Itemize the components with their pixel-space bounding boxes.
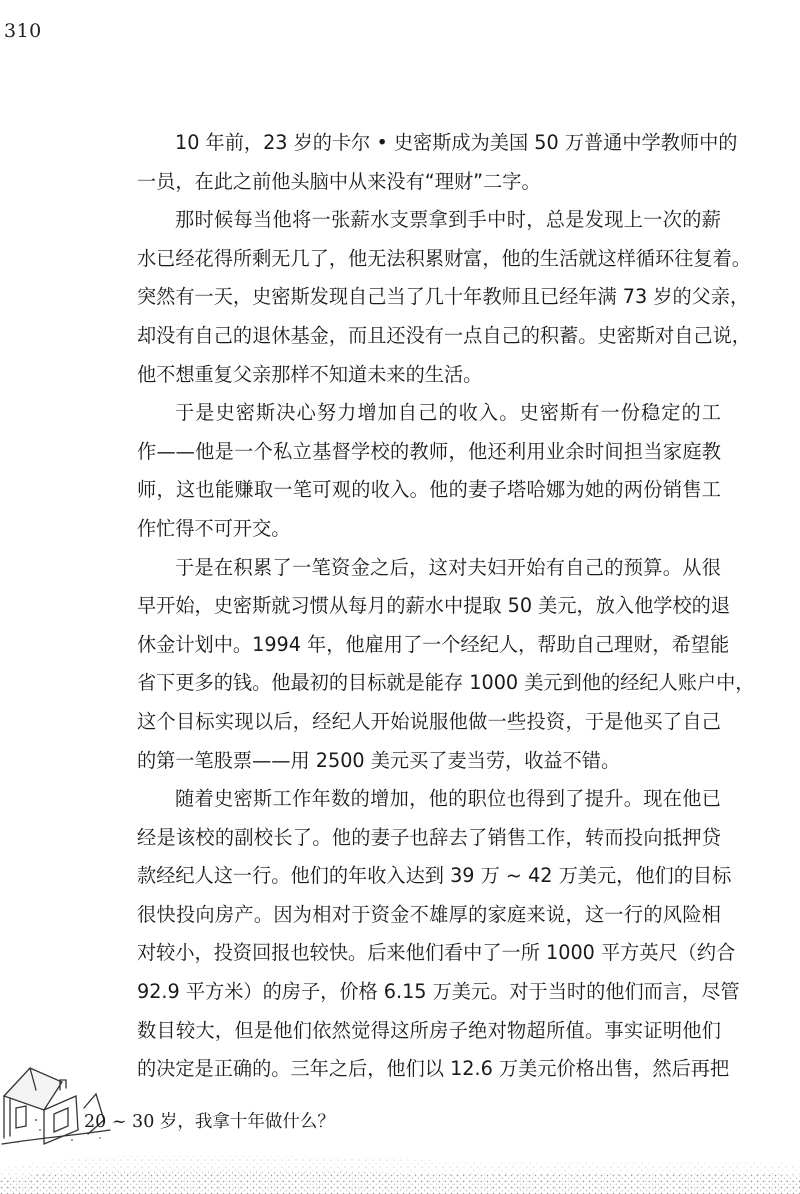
text-line: 他不想重复父亲那样不知道未来的生活。 [137, 362, 483, 386]
paragraph [137, 201, 751, 394]
text-line: 92.9 平方米）的房子，价格 6.15 万美元。对于当时的他们而言，尽管 [137, 980, 740, 1004]
text-line: 很快投向房产。因为相对于资金不雄厚的家庭来说，这一行的风险相 [137, 902, 721, 926]
text-line: 休金计划中。1994 年，他雇用了一个经纪人，帮助自己理财，希望能 [137, 632, 730, 656]
text-line: 师，这也能赚取一笔可观的收入。他的妻子塔哈娜为她的两份销售工 [137, 478, 721, 502]
text-line: 的第一笔股票——用 2500 美元买了麦当劳，收益不错。 [137, 748, 621, 772]
paragraph [137, 124, 738, 201]
page-number: 310 [4, 20, 42, 42]
text-line: 于是史密斯决心努力增加自己的收入。史密斯有一份稳定的工 [175, 401, 721, 425]
text-line: 却没有自己的退休基金，而且还没有一点自己的积蓄。史密斯对自己说， [137, 323, 751, 347]
text-line: 省下更多的钱。他最初的目标就是能存 1000 美元到他的经纪人账户中， [137, 671, 755, 695]
text-line: 那时候每当他将一张薪水支票拿到手中时，总是发现上一次的薪 [175, 208, 721, 232]
paragraph [137, 394, 721, 548]
text-line: 突然有一天，史密斯发现自己当了几十年教师且已经年满 73 岁的父亲， [137, 285, 750, 309]
text-line: 一员，在此之前他头脑中从来没有“理财”二字。 [137, 169, 541, 193]
paragraph [137, 549, 755, 781]
text-line: 10 年前，23 岁的卡尔 • 史密斯成为美国 50 万普通中学教师中的 [175, 131, 738, 154]
text-line: 数目较大，但是他们依然觉得这所房子绝对物超所值。事实证明他们 [137, 1018, 721, 1042]
running-footer-title: 20 ~ 30 岁，我拿十年做什么？ [84, 1112, 335, 1132]
text-line: 作忙得不可开交。 [137, 516, 291, 540]
text-line: 对较小，投资回报也较快。后来他们看中了一所 1000 平方英尺（约合 [137, 941, 736, 965]
text-line: 于是在积累了一笔资金之后，这对夫妇开始有自己的预算。从很 [175, 555, 721, 579]
text-line: 早开始，史密斯就习惯从每月的薪水中提取 50 美元，放入他学校的退 [137, 594, 731, 618]
text-line: 这个目标实现以后，经纪人开始说服他做一些投资，于是他买了自己 [137, 709, 721, 733]
paragraph [137, 780, 740, 1089]
text-line: 款经纪人这一行。他们的年收入达到 39 万 ~ 42 万美元，他们的目标 [137, 864, 732, 888]
text-line: 经是该校的副校长了。他的妻子也辞去了销售工作，转而投向抵押贷 [137, 825, 721, 849]
text-line: 随着史密斯工作年数的增加，他的职位也得到了提升。现在他已 [175, 787, 721, 811]
text-line: 的决定是正确的。三年之后，他们以 12.6 万美元价格出售，然后再把 [137, 1057, 730, 1081]
text-line: 作——他是一个私立基督学校的教师，他还利用业余时间担当家庭教 [137, 439, 721, 463]
text-line: 水已经花得所剩无几了，他无法积累财富，他的生活就这样循环往复着。 [137, 246, 751, 270]
body-text [137, 124, 755, 1089]
